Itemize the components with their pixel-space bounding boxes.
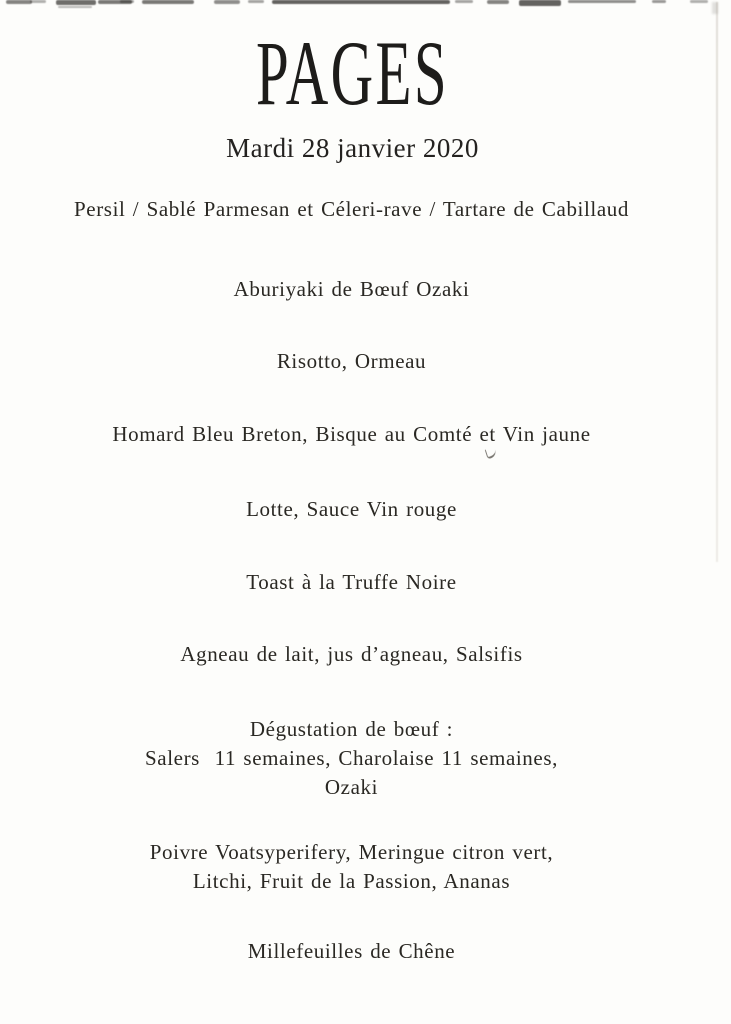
- scan-artifact-top-edge: [455, 0, 473, 3]
- scan-artifact-top-edge: [98, 0, 132, 4]
- scan-artifact-top-edge: [272, 0, 450, 4]
- scan-artifact-top-edge: [487, 0, 509, 4]
- menu-item-text: Toast à la Truffe Noire: [246, 570, 457, 594]
- scan-artifact-top-edge: [30, 0, 46, 3]
- menu-item-text: Ozaki: [324, 775, 379, 799]
- menu-item-millefeuilles: [0, 937, 703, 966]
- restaurant-name: PAGES: [256, 22, 449, 124]
- menu-item-text: Risotto, Ormeau: [276, 349, 427, 373]
- scan-artifact-top-edge: [568, 0, 636, 3]
- menu-item-text: Litchi, Fruit de la Passion, Ananas: [192, 869, 511, 893]
- menu-item-text: Homard Bleu Breton, Bisque au Comté et Vin jaune: [112, 422, 591, 446]
- menu-item-text: Poivre Voatsyperifery, Meringue citron vert,: [149, 840, 554, 864]
- menu-item-degustation: [0, 715, 703, 802]
- scan-artifact-top-edge: [56, 0, 96, 5]
- menu-item-toast: [0, 568, 703, 597]
- menu-date: Mardi 28 janvier 2020: [226, 133, 479, 163]
- scan-artifact-right-tick: [712, 2, 718, 14]
- menu-item-amuse: [0, 195, 703, 224]
- menu-item-homard: [0, 420, 703, 449]
- scan-artifact-top-edge: [214, 0, 240, 4]
- scan-artifact-right-crease: [716, 2, 718, 562]
- scan-artifact-top-edge: [120, 0, 134, 3]
- menu-item-text: Salers 11 semaines, Charolaise 11 semaines,: [145, 746, 558, 770]
- scan-artifact-top-edge: [652, 0, 666, 3]
- menu-item-text: Lotte, Sauce Vin rouge: [246, 497, 457, 521]
- menu-item-aburiyaki: [0, 275, 703, 304]
- menu-item-text: Agneau de lait, jus d’agneau, Salsifis: [180, 642, 523, 666]
- menu-item-risotto: [0, 347, 703, 376]
- scan-artifact-top-edge: [6, 0, 32, 4]
- scan-artifact-top-edge: [58, 6, 92, 8]
- scan-artifact-top-edge: [142, 0, 194, 4]
- menu-item-text: Millefeuilles de Chêne: [247, 939, 456, 963]
- menu-item-text: Persil / Sablé Parmesan et Céleri-rave / Tartare de Cabillaud: [74, 197, 629, 221]
- scan-artifact-top-edge: [690, 0, 708, 3]
- menu-item-lotte: [0, 495, 703, 524]
- menu-item-dessert-poivre: [0, 838, 703, 896]
- menu-item-agneau: [0, 640, 703, 669]
- menu-item-text: Aburiyaki de Bœuf Ozaki: [233, 277, 470, 301]
- menu-item-text: Dégustation de bœuf :: [249, 717, 454, 741]
- scan-artifact-top-edge: [248, 0, 264, 3]
- scan-artifact-top-edge: [519, 0, 561, 6]
